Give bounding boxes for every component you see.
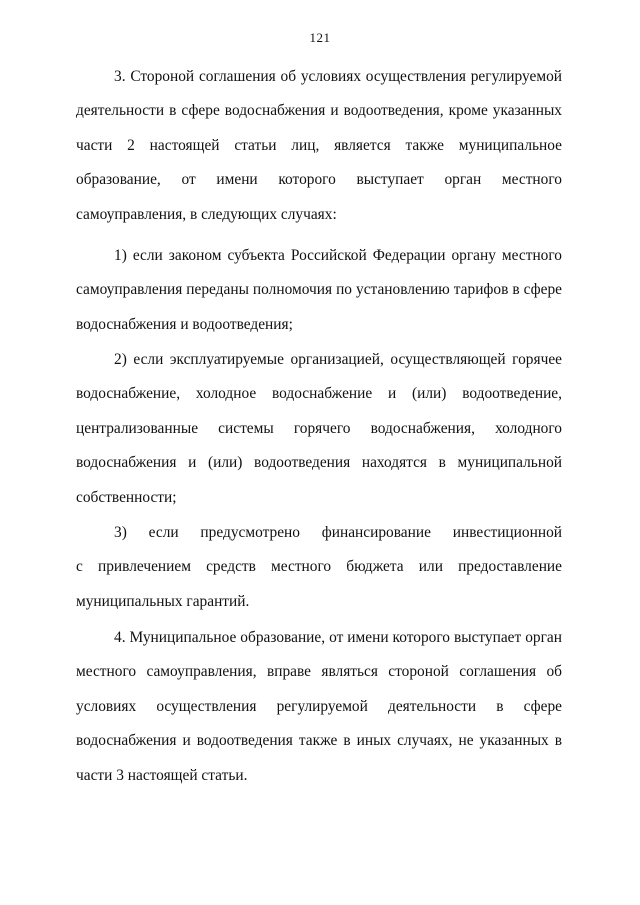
paragraph-line: местного самоуправления, вправе являться стороной соглашения об: [76, 663, 562, 681]
paragraph-line: водоснабжения и водоотведения также в иных случаях, не указанных в: [76, 732, 562, 750]
paragraph-3-item-2: [76, 343, 562, 515]
paragraph-line: 1) если законом субъекта Российской Федерации органу местного: [114, 247, 562, 264]
paragraph-line: водоснабжение, холодное водоснабжение и (или) водоотведение,: [76, 385, 562, 403]
paragraph-line: образование, от имени которого выступает орган местного: [76, 171, 562, 189]
paragraph-3-item-1: [76, 239, 562, 342]
paragraph-line: 2) если эксплуатируемые организацией, осуществляющей горячее: [114, 351, 562, 368]
paragraph-line: водоснабжения и водоотведения;: [76, 315, 293, 333]
page-number: 121: [309, 30, 331, 45]
paragraph-line: 4. Муниципальное образование, от имени которого выступает орган: [114, 629, 562, 646]
paragraph-line: самоуправления переданы полномочия по установлению тарифов в сфере: [76, 281, 562, 299]
paragraph-line: части 2 настоящей статьи лиц, является также муниципальное: [76, 136, 562, 154]
paragraph-line: централизованные системы горячего водоснабжения, холодного: [76, 419, 562, 437]
paragraph-line: деятельности в сфере водоснабжения и водоотведения, кроме указанных: [76, 102, 562, 120]
paragraph-line: собственности;: [76, 488, 177, 506]
paragraph-line: муниципальных гарантий.: [76, 592, 250, 610]
paragraph-line: 3. Стороной соглашения об условиях осуществления регулируемой: [114, 68, 562, 85]
paragraph-line: части 3 настоящей статьи.: [76, 766, 248, 784]
paragraph-3-item-3: [76, 516, 562, 619]
paragraph-line: водоснабжения и (или) водоотведения находятся в муниципальной: [76, 454, 562, 472]
paragraph-line: самоуправления, в следующих случаях:: [76, 205, 337, 223]
paragraph-4: [76, 621, 562, 793]
paragraph-3: [76, 60, 562, 232]
paragraph-line: с привлечением средств местного бюджета или предоставление: [76, 558, 562, 576]
paragraph-line: 3) если предусмотрено финансирование инвестиционной: [114, 524, 562, 541]
paragraph-line: условиях осуществления регулируемой деятельности в сфере: [76, 697, 562, 715]
